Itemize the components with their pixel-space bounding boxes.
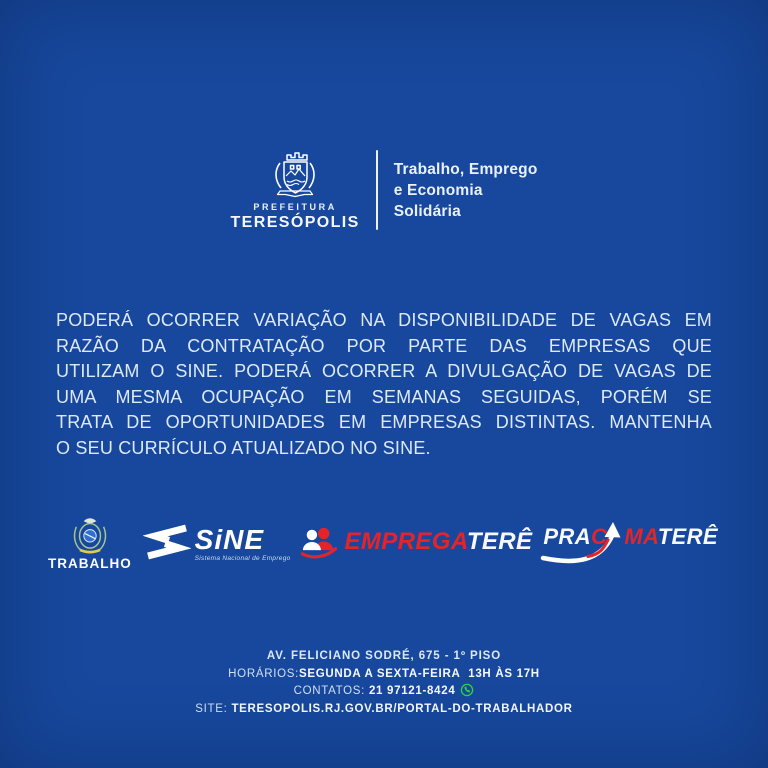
- sine-text-block: [194, 524, 291, 562]
- notice-line: UMA MESMA OCUPAÇÃO EM SEMANAS SEGUIDAS, PORÉM SE: [56, 386, 712, 407]
- sine-tagline: Sistema Nacional de Emprego: [194, 555, 291, 562]
- emprega-tere-logo: [301, 524, 532, 561]
- hours-label: HORÁRIOS:: [228, 667, 300, 680]
- notice-line: TRATA DE OPORTUNIDADES EM EMPRESAS DISTINTAS. MANTENHA: [56, 412, 712, 432]
- phone-number: 21 97121-8424: [368, 685, 456, 697]
- department-line-1: Trabalho, Emprego: [393, 160, 538, 178]
- site-line: [0, 701, 768, 719]
- hours-value: SEGUNDA A SEXTA-FEIRA 13H ÀS 17H: [299, 667, 540, 680]
- city-name: TERESÓPOLIS: [230, 214, 360, 231]
- department-line-2: e Economia: [393, 181, 483, 199]
- notice-line: RAZÃO DA CONTRATAÇÃO POR PARTE DAS EMPRESAS QUE: [56, 335, 712, 356]
- header-divider: [376, 150, 378, 230]
- two-people-icon: [301, 524, 337, 561]
- header: [0, 148, 768, 232]
- c-letter: C: [591, 524, 608, 549]
- whatsapp-icon: [460, 683, 474, 697]
- trabalho-label: TRABALHO: [48, 555, 132, 571]
- rio-coat-of-arms-icon: [70, 514, 110, 554]
- hours-line: [0, 666, 768, 684]
- sine-s-mark-icon: [143, 522, 191, 562]
- department-title: [394, 159, 538, 222]
- teresopolis-crest-icon: [266, 148, 324, 198]
- emprega-tere-wordmark: [344, 528, 532, 556]
- sine-logo: [143, 522, 291, 562]
- tere-word: TERÊ: [657, 524, 718, 549]
- site-label: SITE:: [195, 702, 232, 715]
- notice-line: PODERÁ OCORRER VARIAÇÃO NA DISPONIBILIDADE DE VAGAS EM: [56, 310, 712, 330]
- ma-letters: MA: [624, 524, 658, 549]
- pra-word: PRA: [543, 524, 592, 549]
- notice-line: O SEU CURRÍCULO ATUALIZADO NO SINE.: [56, 437, 431, 458]
- pra-cima-tere-wordmark: [543, 524, 718, 550]
- prefeitura-label: PREFEITURA: [253, 202, 337, 212]
- trabalho-logo: [48, 514, 132, 571]
- sine-name: SiNE: [194, 524, 265, 555]
- footer-contact-block: [0, 648, 768, 718]
- notice-line: UTILIZAM O SINE. PODERÁ OCORRER A DIVULGAÇÃO DE VAGAS DE: [56, 361, 712, 381]
- address-line: AV. FELICIANO SODRÉ, 675 - 1º PISO: [266, 650, 502, 662]
- notice-paragraph: [56, 308, 712, 461]
- prefeitura-brand: [231, 148, 360, 232]
- contact-line: [0, 683, 768, 701]
- pra-cima-tere-logo: [543, 524, 718, 560]
- site-url: TERESOPOLIS.RJ.GOV.BR/PORTAL-DO-TRABALHADOR: [231, 702, 573, 715]
- partner-logos-row: [48, 504, 718, 580]
- contact-label: CONTATOS:: [293, 685, 369, 697]
- tere-word: TERÊ: [466, 528, 533, 555]
- department-line-3: Solidária: [393, 202, 461, 220]
- emprega-word: EMPREGA: [344, 528, 467, 555]
